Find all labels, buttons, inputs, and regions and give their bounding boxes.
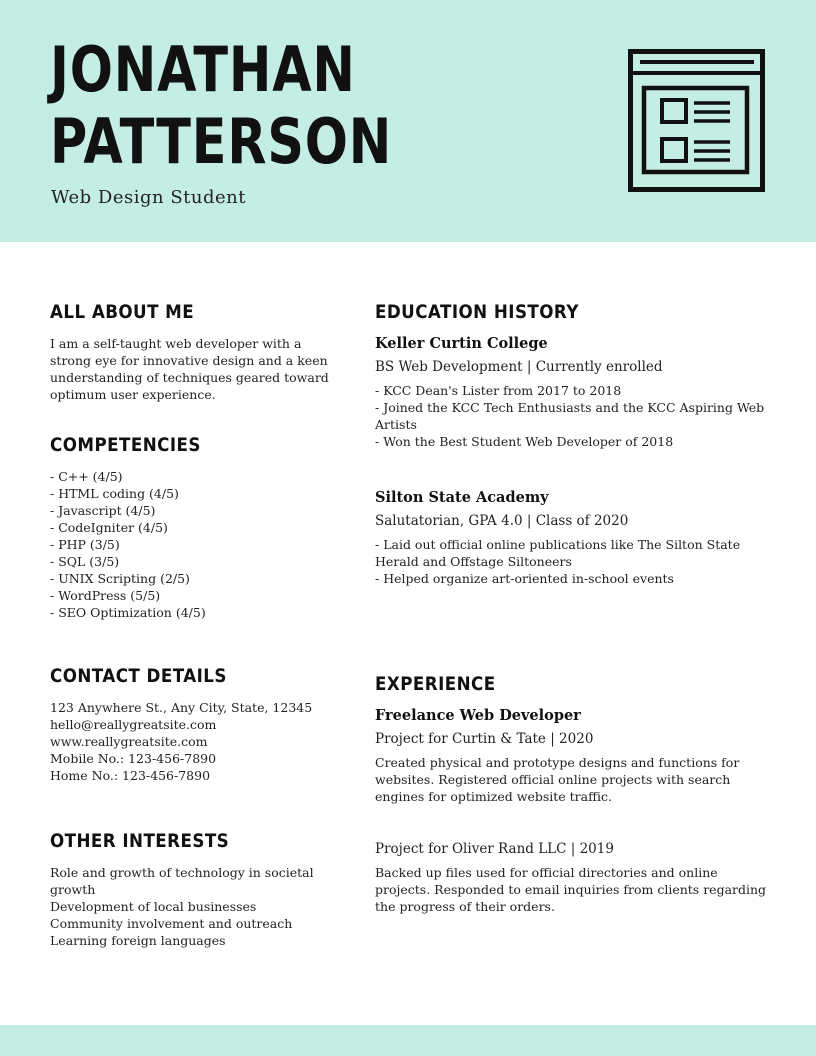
footer-band [0,1025,816,1056]
school-name: Keller Curtin College [375,335,548,352]
list-item: - KCC Dean's Lister from 2017 to 2018 [375,383,622,398]
first-name: JONATHAN [50,33,356,106]
project-description: Created physical and prototype designs and functions for websites. Registered official online projects with search engines for optimized website traffic. [375,755,740,804]
about-text: I am a self-taught web developer with a strong eye for innovative design and a keen understanding of techniques geared toward optimum user experience. [50,336,329,402]
interests-title: OTHER INTERESTS [50,830,230,852]
contact-website: www.reallygreatsite.com [50,734,208,749]
school-detail: BS Web Development | Currently enrolled [375,359,663,375]
list-item: - SQL (3/5) [50,554,120,569]
job-role: Web Design Student [51,187,247,208]
full-name [50,34,392,178]
contact-address: 123 Anywhere St., Any City, State, 12345 [50,700,313,715]
school-bullets [375,382,770,450]
contact-mobile: Mobile No.: 123-456-7890 [50,751,217,766]
contact-list [50,699,312,784]
about-title: ALL ABOUT ME [50,301,195,323]
list-item: - Helped organize art-oriented in-school events [375,571,674,586]
list-item: Development of local businesses [50,899,257,914]
last-name: PATTERSON [50,105,393,178]
education-title: EDUCATION HISTORY [375,301,579,323]
list-item: - Joined the KCC Tech Enthusiasts and the KCC Aspiring Web Artists [375,400,765,432]
school-detail: Salutatorian, GPA 4.0 | Class of 2020 [375,513,629,529]
contact-email: hello@reallygreatsite.com [50,717,217,732]
list-item: - Won the Best Student Web Developer of 2018 [375,434,674,449]
job-title: Freelance Web Developer [375,707,581,724]
list-item: - C++ (4/5) [50,469,123,484]
webpage-layout-icon [628,49,766,193]
list-item: Role and growth of technology in societal growth [50,865,314,897]
project-name: Project for Curtin & Tate | 2020 [375,731,594,747]
list-item: Learning foreign languages [50,933,226,948]
contact-home: Home No.: 123-456-7890 [50,768,211,783]
competencies-title: COMPETENCIES [50,434,201,456]
interests-list [50,864,335,949]
project-name: Project for Oliver Rand LLC | 2019 [375,841,614,857]
list-item: - PHP (3/5) [50,537,120,552]
list-item: Community involvement and outreach [50,916,293,931]
list-item: - CodeIgniter (4/5) [50,520,168,535]
contact-title: CONTACT DETAILS [50,665,227,687]
list-item: - WordPress (5/5) [50,588,161,603]
competencies-list [50,468,206,621]
experience-title: EXPERIENCE [375,673,496,695]
school-bullets [375,536,755,587]
list-item: - Javascript (4/5) [50,503,156,518]
list-item: - HTML coding (4/5) [50,486,179,501]
list-item: - SEO Optimization (4/5) [50,605,206,620]
school-name: Silton State Academy [375,489,549,506]
list-item: - Laid out official online publications like The Silton State Herald and Offstage Siltoneers [375,537,741,569]
project-description: Backed up files used for official directories and online projects. Responded to email inquiries from clients regarding the progress of their orders. [375,865,767,914]
list-item: - UNIX Scripting (2/5) [50,571,190,586]
